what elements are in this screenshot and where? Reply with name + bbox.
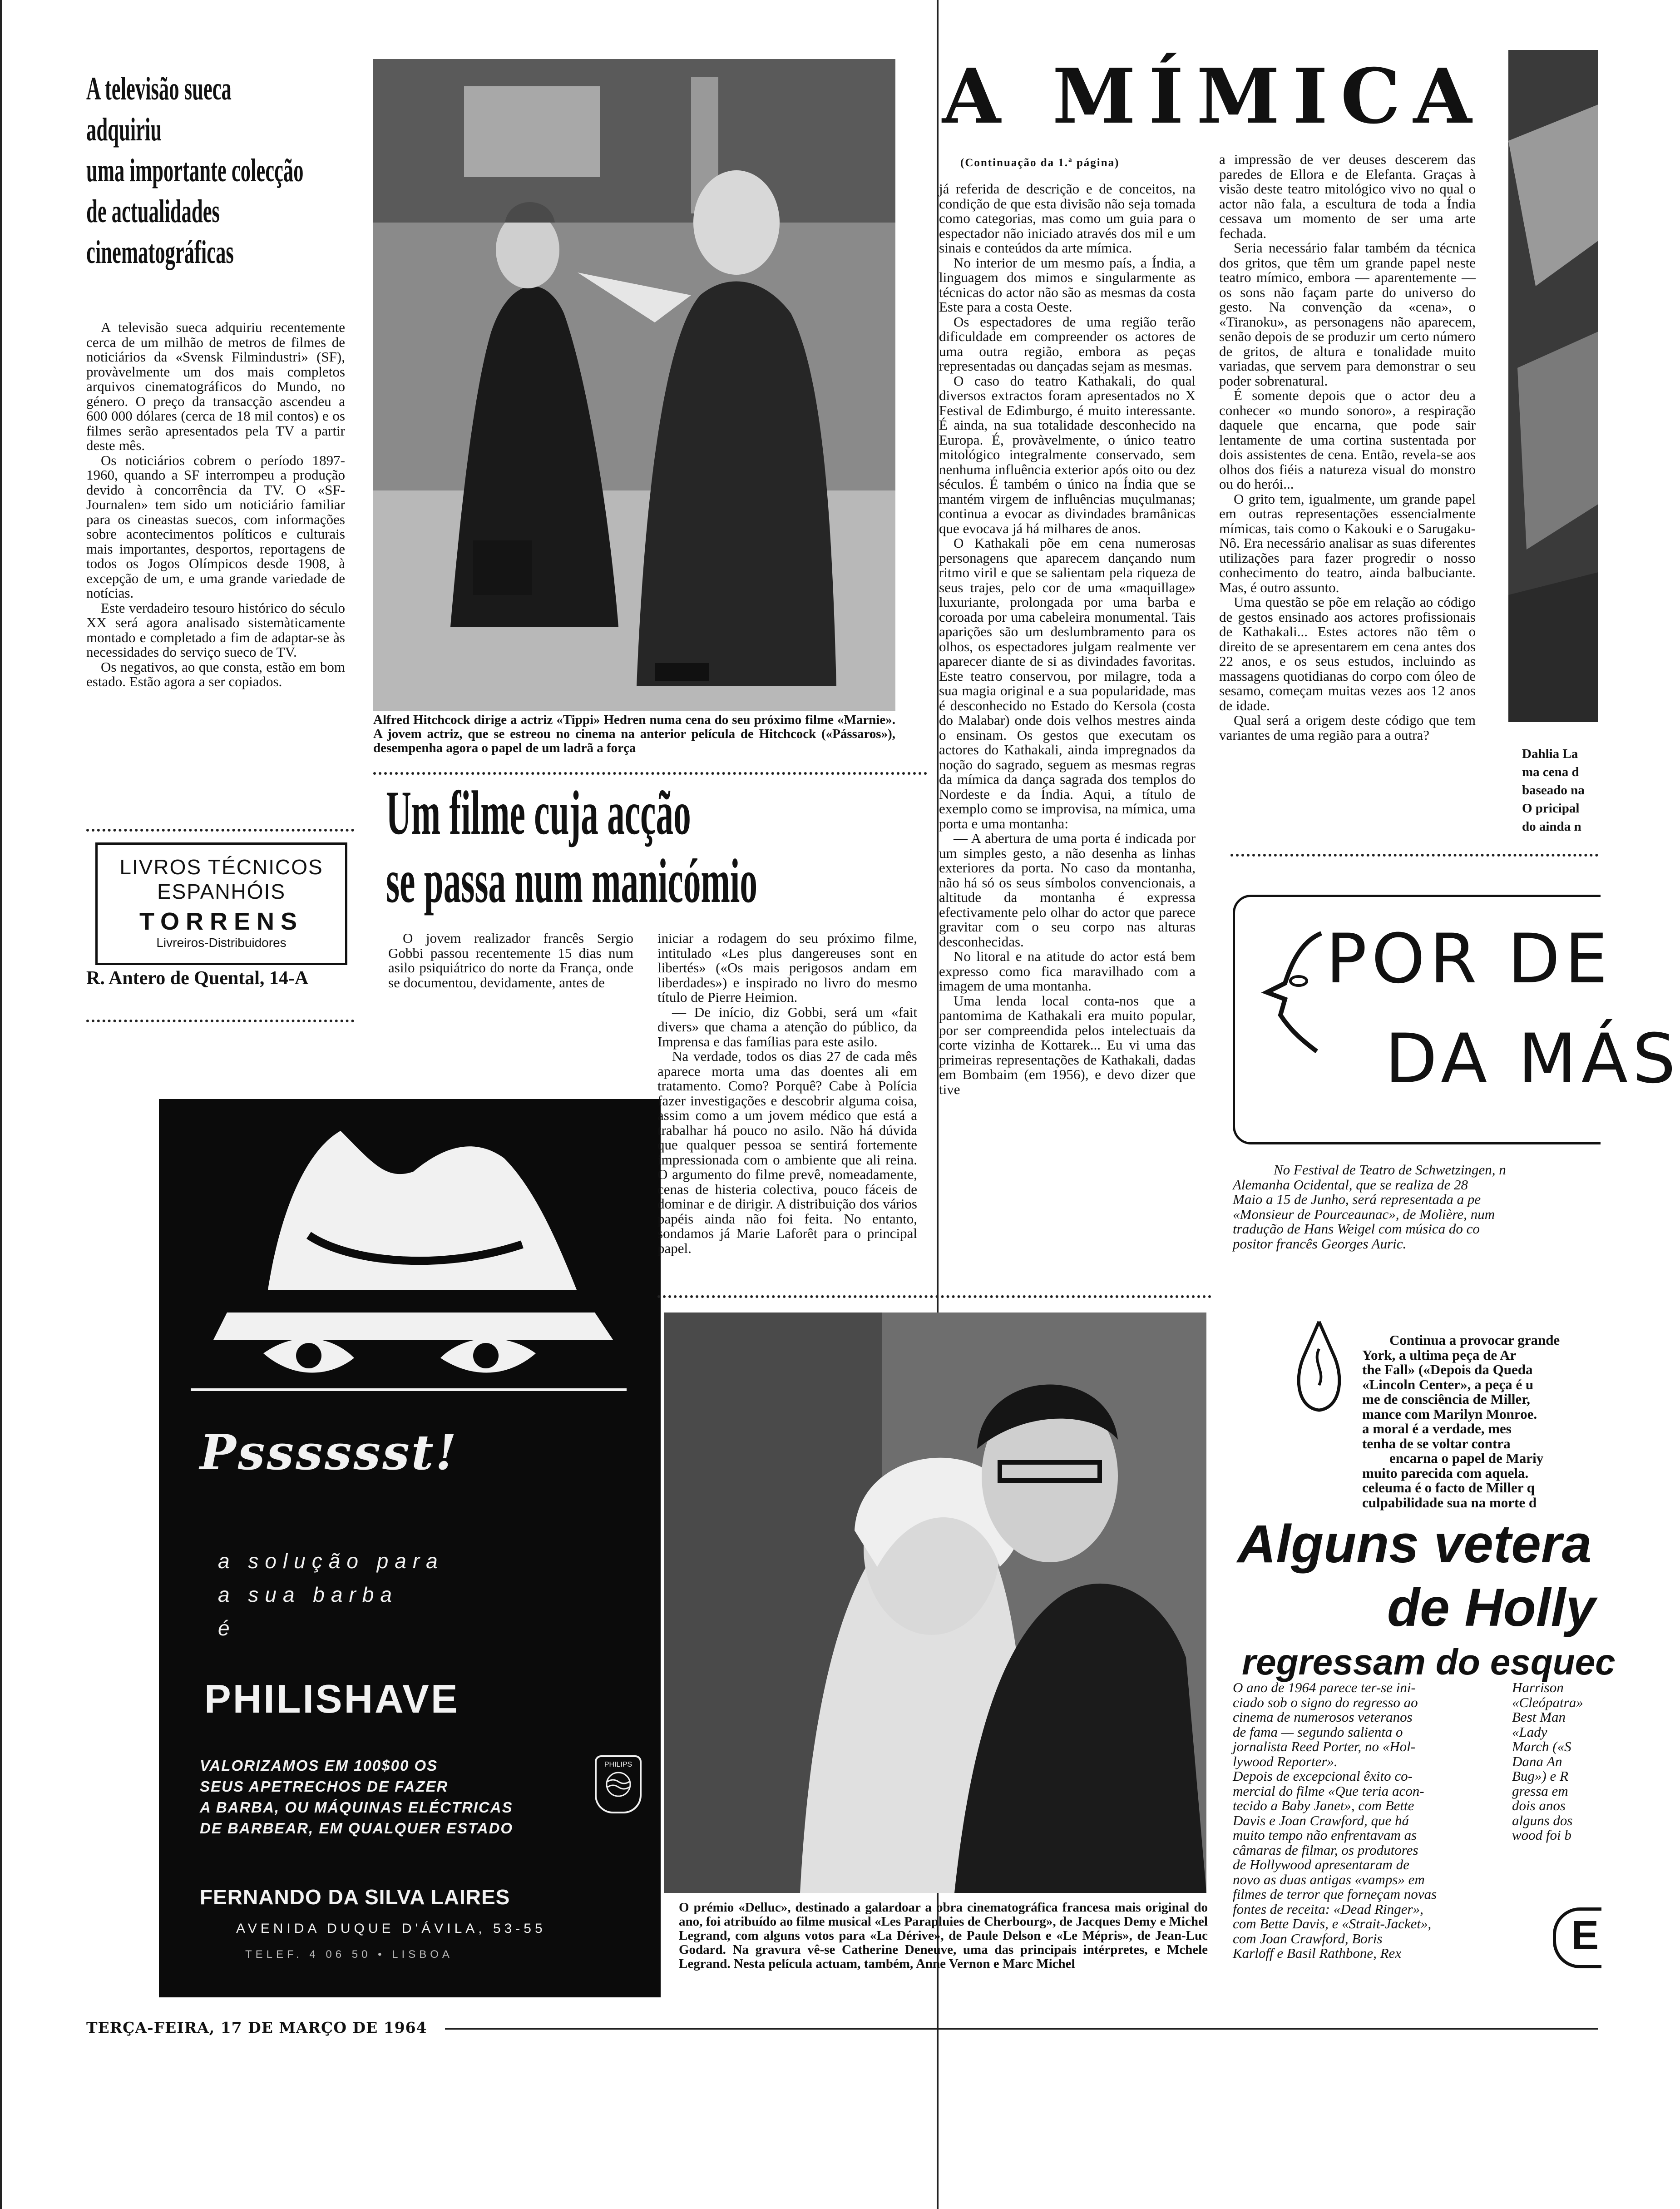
text-line: mance com Marilyn Monroe.	[1362, 1406, 1537, 1422]
paragraph: Os espectadores de uma região terão dificuldade em compreender os actores de uma outra região, embora as peças representadas ou dançadas sejam as mesmas.	[939, 313, 1196, 374]
festival-text	[1233, 1163, 1598, 1251]
text-line: cinema de numerosos veteranos	[1233, 1709, 1413, 1725]
paragraph: — De início, diz Gobbi, será um «fait divers» que chama a atenção do público, da Imprensa e das famílias para este asilo.	[657, 1004, 917, 1050]
caption-line: baseado na	[1522, 783, 1585, 797]
mask-title-line2: DA MÁS	[1385, 1020, 1680, 1099]
headline-line: de Holly	[1387, 1578, 1596, 1638]
text-line: encarna o papel de Mariy	[1389, 1450, 1544, 1466]
paragraph: Seria necessário falar também da técnica dos gritos, que têm um grande papel neste teatro mímico, embora — aparentemente — os sons não façam parte do universo do gesto. Na convenção da «cena», o «Tiranoku», as personagens não aparecem, senão depois de se produzir um certo número de gritos, de altura e tonalidade muito variadas, que servem para demonstrar o seu poder sobrenatural.	[1219, 240, 1476, 389]
text-line: dois anos	[1512, 1798, 1566, 1813]
mask-title-box	[1233, 895, 1680, 1144]
tv-sueca-headline	[86, 68, 368, 272]
paragraph: iniciar a rodagem do seu próximo filme, intitulado «Les plus dangereuses sont en libertés» («Os mais perigosos andam em liberdades») e inspirado no livro do mesmo título de Pierre Heimion.	[657, 930, 917, 1005]
dotted-rule	[86, 829, 354, 832]
mimica-headline: A MÍMICA	[942, 52, 1485, 141]
paragraph: O caso do teatro Kathakali, do qual diversos extractos foram apresentados no X Festival de Edimburgo, é muito interessante. É ainda, na sua totalidade desconhecido na Europa. É, provàvelmente, o único teatro mitológico integralmente conservado, sem nenhuma influência exterior após oito ou dez séculos. É também o único na Índia que se mantém virgem de influências muçulmanas; continua a evocar as divindades bramânicas que evocava já há milhares de anos.	[939, 372, 1196, 536]
text-line: culpabilidade sua na morte d	[1362, 1494, 1537, 1511]
slogan-line: a sua barba	[218, 1583, 398, 1606]
tail-letter: E	[1571, 1913, 1599, 1958]
text-line: «Lady	[1512, 1724, 1547, 1740]
dotted-rule	[657, 1295, 1211, 1298]
offer-line: A BARBA, OU MÁQUINAS ELÉCTRICAS	[200, 1799, 513, 1816]
text-line: March («S	[1512, 1738, 1571, 1754]
torrens-line2: ESPANHÓIS	[157, 880, 286, 903]
text-line: «Cleópatra»	[1512, 1694, 1583, 1710]
veteranos-col2	[1512, 1680, 1598, 1843]
philishave-headline: Psssssst!	[200, 1424, 459, 1481]
paragraph: Este verdadeiro tesouro histórico do século XX será agora analisado sistemàticamente montado e completado a fim de adaptar-se às necessidades do serviço sueco de TV.	[86, 599, 345, 660]
text-line: tecido a Baby Janet», com Bette	[1233, 1798, 1414, 1813]
text-line: me de consciência de Miller,	[1362, 1391, 1530, 1407]
torrens-brand: TORRENS	[139, 908, 304, 935]
paragraph: — A abertura de uma porta é indicada por um simples gesto, a não desenha as linhas exteriores da porta. No caso da montanha, não há só os seus símbolos convencionais, a altitude da montanha é expressa efectivamente pelo olhar do actor que parece gravitar com o seu corpo nas alturas desconhecidas.	[939, 830, 1196, 950]
philishave-offer	[200, 1755, 513, 1839]
headline-line: se passa num manicómio	[386, 846, 757, 916]
headline-line: A televisão sueca	[86, 70, 232, 107]
text-line: lywood Reporter».	[1233, 1753, 1338, 1769]
text-line: mercial do filme «Que teria acon-	[1233, 1783, 1424, 1799]
dahlia-caption	[1522, 745, 1598, 836]
hitchcock-caption: Alfred Hitchcock dirige a actriz «Tippi» Hedren numa cena do seu próximo filme «Marnie». A jovem actriz, que se estreou no cinema na anterior película de Hitchcock («Pássaros»), desempenha agora o papel de um ladrã a força	[373, 713, 895, 755]
footer-date: TERÇA-FEIRA, 17 DE MARÇO DE 1964	[86, 2019, 427, 2036]
apple-serpent-icon	[1285, 1317, 1353, 1417]
offer-line: SEUS APETRECHOS DE FAZER	[200, 1778, 449, 1795]
text-line: muito parecida com aquela.	[1362, 1465, 1529, 1481]
text-line: tenha de se voltar contra	[1362, 1435, 1511, 1451]
text-line: «Monsieur de Pourceaunac», de Molière, num	[1233, 1206, 1495, 1222]
text-line: Best Man	[1512, 1709, 1566, 1725]
paragraph: Os negativos, ao que consta, estão em bom estado. Estão agora a ser copiados.	[86, 659, 345, 689]
slogan-line: é	[218, 1616, 236, 1640]
text-line: de fama — segundo salienta o	[1233, 1724, 1403, 1740]
text-line: celeuma é o facto de Miller q	[1362, 1480, 1535, 1496]
mimica-col1	[939, 182, 1196, 1097]
caption-line: do ainda n	[1522, 819, 1581, 834]
text-line: Maio a 15 de Junho, será representada a pe	[1233, 1191, 1481, 1207]
slogan-line: a solução para	[218, 1549, 444, 1573]
text-line: alguns dos	[1512, 1812, 1573, 1828]
caption-line: Dahlia La	[1522, 747, 1578, 761]
text-line: Alemanha Ocidental, que se realiza de 28	[1233, 1176, 1468, 1193]
torrens-ad	[95, 842, 347, 965]
philishave-ad	[159, 1099, 661, 1997]
dealer-phone: TELEF. 4 06 50 • LISBOA	[245, 1948, 453, 1961]
text-line: Bug») e R	[1512, 1768, 1568, 1784]
text-line: O ano de 1964 parece ter-se ini-	[1233, 1679, 1416, 1695]
torrens-line1: LIVROS TÉCNICOS	[119, 855, 323, 879]
paragraph: Na verdade, todos os dias 27 de cada mês aparece morta uma das doentes ali em tratamento. Como? Porquê? Cabe à Polícia fazer investigações e descobrir alguma coisa, assim como a um jovem médico que está a trabalhar há pouco no asilo. Não há dúvida que qualquer pessoa se sentirá fortemente impressionada com o ambiente que ali reina. O argumento do filme prevê, nomeadamente, cenas de histeria colectiva, pouco fáceis de dominar e de dirigir. A distribuição dos vários papéis ainda não foi feita. No entanto, sondamos já Marie Laforêt para o principal papel.	[657, 1048, 917, 1256]
headline-line: Alguns vetera	[1237, 1514, 1592, 1574]
paragraph: O jovem realizador francês Sergio Gobbi passou recentemente 15 dias num asilo psiquiátrico do norte da França, onde se documentou, devidamente, antes de	[388, 930, 633, 991]
paragraph: O Kathakali põe em cena numerosas personagens que aparecem dançando num ritmo viril e que se salientam pela riqueza de seus trajes, pelo cor de uma «maquillage» luxuriante, prolongada por uma barba e coroada por uma cabeleira monumental. Tais aparições são um deslumbramento para os olhos, os espectadores julgam realmente ver aparecer diante de si as divindades favoritas. Este teatro conservou, por milagre, toda a sua magia original e a sua popularidade, mas é desconhecido no Estado do Kersola (costa do Malabar) onde dois velhos mestres ainda o ensinam. Os gestos que executam os actores do Kathakali, ainda impregnados da noção do sagrado, seguem as mesmas regras da mímica da dança sagrada dos templos do Nordeste e da Índia. Aqui, a título de exemplo como se improvisa, na mímica, uma porta e uma montanha:	[939, 535, 1196, 832]
headline-line: de actualidades	[86, 193, 220, 229]
dotted-rule	[1230, 854, 1598, 857]
dealer-address: AVENIDA DUQUE D'ÁVILA, 53-55	[236, 1921, 546, 1936]
text-line: a moral é a verdade, mes	[1362, 1421, 1512, 1436]
text-line: positor francês Georges Auric.	[1233, 1235, 1407, 1252]
headline-line: uma importante colecção	[86, 152, 304, 188]
text-line: gressa em	[1512, 1783, 1568, 1799]
text-line: Davis e Joan Crawford, que há	[1233, 1812, 1409, 1828]
headline-line: Um filme cuja acção	[386, 778, 691, 847]
text-line: Karloff e Basil Rathbone, Rex	[1233, 1945, 1402, 1961]
caption-line: ma cena d	[1522, 765, 1579, 779]
philips-logo-text: PHILIPS	[604, 1761, 632, 1768]
torrens-sub: Livreiros-Distribuidores	[156, 936, 287, 950]
paragraph: É somente depois que o actor deu a conhecer «o mundo sonoro», a respiração daquele que encarna, que pode sair lentamente de uma cortina sustentada por dois assistentes de cena. Então, revela-se aos olhos dos fiéis a natureza visual do monstro ou do herói...	[1219, 387, 1476, 492]
dahlia-photo	[1508, 50, 1598, 722]
manicomio-col1	[388, 931, 633, 990]
paragraph: No litoral e na atitude do actor está bem expresso como fica maravilhado com a imagem de uma montanha.	[939, 948, 1196, 994]
dotted-rule	[373, 772, 927, 775]
torrens-address: R. Antero de Quental, 14-A	[86, 968, 309, 989]
paragraph: a impressão de ver deuses descerem das paredes de Ellora e de Elefanta. Graças à visão deste teatro mitológico vivo no qual o actor não fala, a escultura de toda a Índia cessava um momento de ser uma arte fechada.	[1219, 151, 1476, 241]
manicomio-headline	[386, 779, 926, 915]
text-line: câmaras de filmar, os produtores	[1233, 1842, 1418, 1858]
paragraph: Os noticiários cobrem o período 1897-1960, quando a SF interrompeu a produção devido à concorrência da TV. O «SF-Journalen» tem sido um noticiário familiar para os cineastas suecos, com informações sobre acontecimentos políticos e culturais mais importantes, desportos, reportagens de todos os Jogos Olímpicos desde 1908, à excepção de um, e uma grande variedade de notícias.	[86, 452, 345, 601]
headline-line: cinematográficas	[86, 234, 234, 270]
paragraph: O grito tem, igualmente, um grande papel em outras representações essencialmente mímicas, tais como o Kakouki e o Sarugaku-Nô. Era necessário analisar as suas diferentes utilizações para fazer progredir o nosso conhecimento do teatro, ainda balbuciante. Mas, é outro assunto.	[1219, 490, 1476, 595]
paragraph: Uma lenda local conta-nos que a pantomima de Kathakali era muito popular, por ser compreendida pelos intelectuais da corte vizinha de Kottarek... Eu vi uma das primeiras representações de Kathakali, dadas em Bombaim (em 1956), e devo dizer que tive	[939, 992, 1196, 1097]
text-line: muito tempo não enfrentavam as	[1233, 1827, 1417, 1843]
hitchcock-photo	[373, 59, 895, 711]
paragraph: já referida de descrição e de conceitos, na condição de que esta divisão não seja tomada como categorias, mas como um guia para o espectador não iniciado através dos mil e um sinais e conteúdos da arte mímica.	[939, 181, 1196, 256]
catherine-deneuve-image	[664, 1313, 1206, 1893]
caption-line: O pricipal	[1522, 801, 1580, 816]
miller-text	[1362, 1333, 1598, 1510]
hat-with-eyes-illustration	[159, 1099, 661, 1408]
philishave-brand: PHILISHAVE	[204, 1676, 460, 1721]
text-line: No Festival de Teatro de Schwetzingen, n	[1274, 1162, 1506, 1178]
dotted-rule	[86, 1020, 354, 1022]
paragraph: Qual será a origem deste código que tem variantes de uma região para a outra?	[1219, 712, 1476, 743]
tail-box	[1553, 1907, 1601, 1968]
text-line: fontes de receita: «Dead Ringer»,	[1233, 1901, 1423, 1917]
paragraph: No interior de um mesmo país, a Índia, a linguagem dos mimos e singularmente as técnicas do actor não são as mesmas da costa Este para a costa Oeste.	[939, 254, 1196, 315]
text-line: ciado sob o signo do regresso ao	[1233, 1694, 1418, 1710]
paragraph: A televisão sueca adquiriu recentemente cerca de um milhão de metros de filmes de noticiários da «Svensk Filmindustri» (SF), provàvelmente um dos mais completos arquivos cinematográficos do Mundo, no género. O preço da transacção ascendeu a 600 000 dólares (cerca de 18 mil contos) e os filmes serão apresentados pela TV a partir deste mês.	[86, 319, 345, 453]
text-line: the Fall» («Depois da Queda	[1362, 1362, 1533, 1377]
manicomio-col2	[657, 931, 917, 1256]
text-line: Harrison	[1512, 1679, 1564, 1695]
mask-title-line1: POR DE	[1326, 920, 1612, 999]
text-line: Continua a provocar grande	[1389, 1332, 1560, 1348]
dahlia-scene-image	[1508, 50, 1598, 722]
text-line: York, a ultima peça de Ar	[1362, 1347, 1517, 1363]
text-line: de Hollywood apresentaram de	[1233, 1857, 1409, 1872]
mimica-continuation: (Continuação da 1.ª página)	[960, 157, 1120, 169]
dealer-name: FERNANDO DA SILVA LAIRES	[200, 1885, 510, 1909]
text-line: «Lincoln Center», a peça é u	[1362, 1376, 1534, 1392]
delluc-caption: O prémio «Delluc», destinado a galardoar a obra cinematográfica francesa mais original do ano, foi atribuído ao filme musical «Les Parapluies de Cherbourg», de Jacques Demy e Michel Legrand, com alguns votos para «La Dérive», de Paule Delson e «Le Mépris», de Jean-Luc Godard. Na gravura vê-se Catherine Deneuve, uma das principais intérpretes, e Mchele Legrand. Nesta película actuam, também, Anne Vernon e Marc Michel	[679, 1900, 1208, 1971]
tv-sueca-article	[86, 320, 345, 689]
text-line: jornalista Reed Porter, no «Hol-	[1233, 1738, 1416, 1754]
philips-stars-icon	[605, 1771, 632, 1798]
text-line: tradução de Hans Weigel com música do co	[1233, 1221, 1480, 1237]
offer-line: VALORIZAMOS EM 100$00 OS	[200, 1757, 438, 1774]
hitchcock-scene-image	[373, 59, 895, 711]
veteranos-headline	[1237, 1512, 1616, 1685]
paragraph: Uma questão se põe em relação ao código de gestos ensinado aos actores profissionais de Kathakali... Estes actores não têm o direito de se apresentarem em cena antes dos 22 anos, e os seus estudos, incluindo as massagens quotidianas do corpo com óleo de sesamo, começam muitas vezes aos 12 anos de idade.	[1219, 594, 1476, 713]
margin-rule	[0, 0, 2, 2209]
delluc-photo	[664, 1313, 1206, 1893]
text-line: novo as duas antigas «vamps» em	[1233, 1871, 1425, 1887]
headline-line: regressam do esquec	[1242, 1642, 1616, 1682]
offer-line: DE BARBEAR, EM QUALQUER ESTADO	[200, 1820, 514, 1837]
text-line: wood foi b	[1512, 1827, 1571, 1843]
philips-logo	[595, 1755, 642, 1813]
footer-rule	[445, 2028, 1598, 2030]
text-line: com Joan Crawford, Boris	[1233, 1930, 1383, 1946]
philishave-slogan	[218, 1544, 444, 1645]
text-line: com Bette Davis, e «Strait-Jacket»,	[1233, 1916, 1432, 1932]
text-line: Dana An	[1512, 1753, 1562, 1769]
veteranos-col1	[1233, 1680, 1501, 1961]
headline-line: adquiriu	[86, 111, 162, 148]
text-line: Depois de excepcional êxito co-	[1233, 1768, 1413, 1784]
mimica-col2	[1219, 152, 1476, 743]
text-line: filmes de terror que forneçam novas	[1233, 1886, 1437, 1902]
